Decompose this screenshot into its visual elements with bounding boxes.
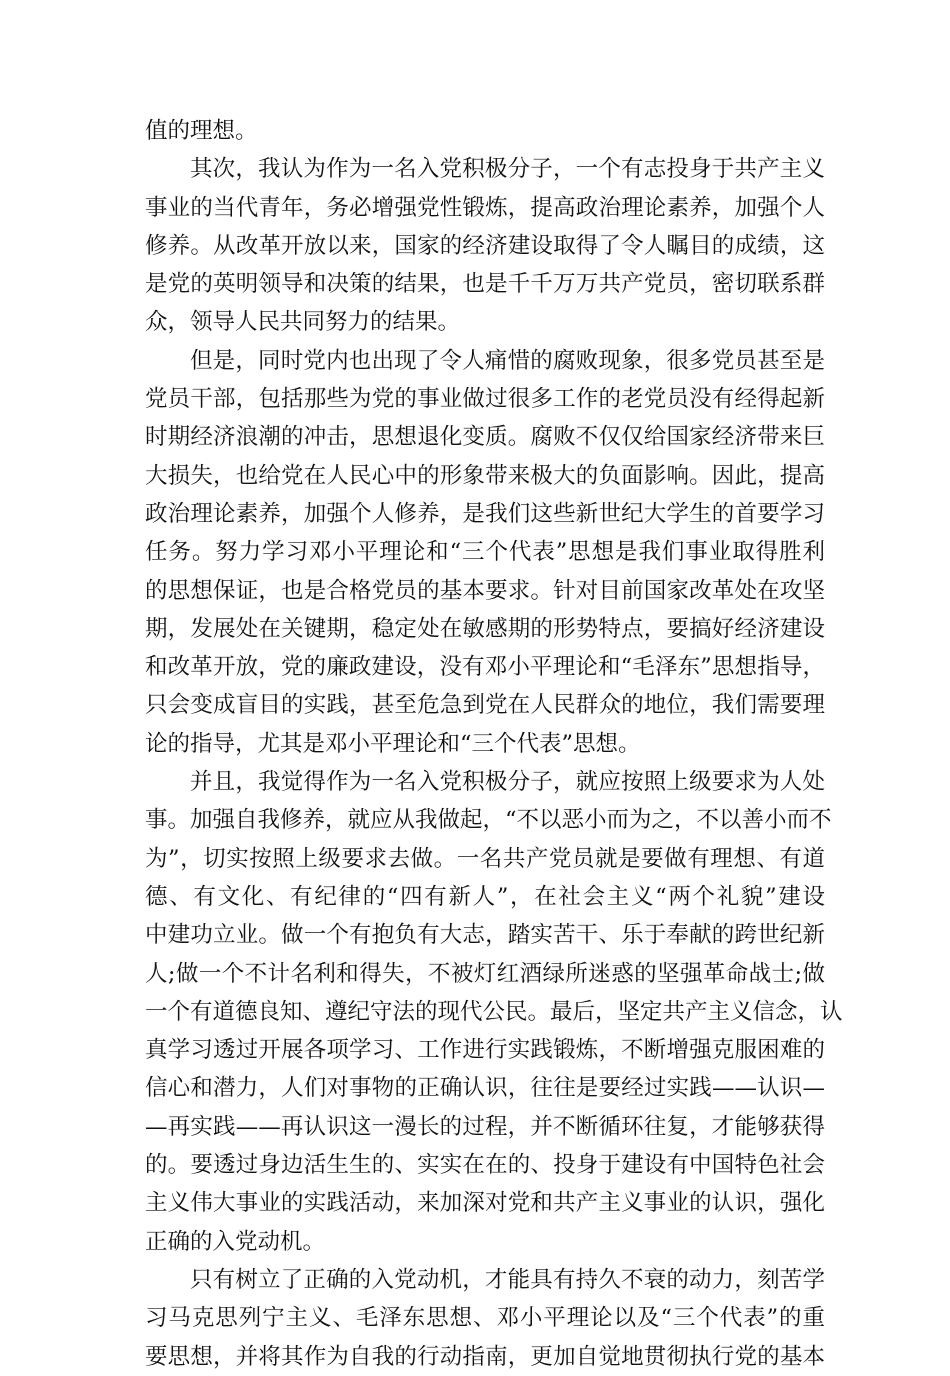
text-line: 德、有文化、有纪律的“四有新人”，在社会主义“两个礼貌”建设 <box>145 883 825 910</box>
text-line: 值的理想。 <box>145 118 258 144</box>
paragraph-first-line: 并且，我觉得作为一名入党积极分子，就应按照上级要求为人处 <box>190 769 825 796</box>
text-line: 正确的入党动机。 <box>145 1228 326 1255</box>
text-line: 论的指导，尤其是邓小平理论和“三个代表”思想。 <box>145 730 641 757</box>
text-line: —再实践——再认识这一漫长的过程，并不断循环往复，才能够获得 <box>145 1113 825 1140</box>
text-line: 是党的英明领导和决策的结果，也是千千万万共产党员，密切联系群 <box>145 271 825 298</box>
text-line: 中建功立业。做一个有抱负有大志，踏实苦干、乐于奉献的跨世纪新 <box>145 922 825 949</box>
text-line: 要思想，并将其作为自我的行动指南，更加自觉地贯彻执行党的基本 <box>145 1343 825 1370</box>
text-line: 主义伟大事业的实践活动，来加深对党和共产主义事业的认识，强化 <box>145 1190 825 1217</box>
text-line: 众，领导人民共同努力的结果。 <box>145 309 461 336</box>
text-line: 期，发展处在关键期，稳定处在敏感期的形势特点，要搞好经济建设 <box>145 615 825 642</box>
text-line: 一个有道德良知、遵纪守法的现代公民。最后，坚定共产主义信念，认 <box>145 998 843 1025</box>
text-line: 政治理论素养，加强个人修养，是我们这些新世纪大学生的首要学习 <box>145 500 825 527</box>
text-line: 大损失，也给党在人民心中的形象带来极大的负面影响。因此，提高 <box>145 462 825 489</box>
text-line: 真学习透过开展各项学习、工作进行实践锻炼，不断增强克服困难的 <box>145 1037 825 1064</box>
paragraph-first-line: 但是，同时党内也出现了令人痛惜的腐败现象，很多党员甚至是 <box>190 347 825 374</box>
paragraph-first-line: 其次，我认为作为一名入党积极分子，一个有志投身于共产主义 <box>190 156 825 183</box>
document-body <box>145 112 843 1376</box>
text-line: 习马克思列宁主义、毛泽东思想、邓小平理论以及“三个代表”的重 <box>145 1305 825 1332</box>
text-line: 只会变成盲目的实践，甚至危急到党在人民群众的地位，我们需要理 <box>145 692 825 719</box>
text-line: 时期经济浪潮的冲击，思想退化变质。腐败不仅仅给国家经济带来巨 <box>145 424 825 451</box>
text-line: 事业的当代青年，务必增强党性锻炼，提高政治理论素养，加强个人 <box>145 194 825 221</box>
text-line: 为”，切实按照上级要求去做。一名共产党员就是要做有理想、有道 <box>145 845 825 872</box>
text-line: 任务。努力学习邓小平理论和“三个代表”思想是我们事业取得胜利 <box>145 539 825 566</box>
text-line: 党员干部，包括那些为党的事业做过很多工作的老党员没有经得起新 <box>145 386 825 413</box>
text-line: 修养。从改革开放以来，国家的经济建设取得了令人瞩目的成绩，这 <box>145 232 825 259</box>
text-line: 信心和潜力，人们对事物的正确认识，往往是要经过实践——认识— <box>145 1075 825 1102</box>
text-line: 的。要透过身边活生生的、实实在在的、投身于建设有中国特色社会 <box>145 1152 825 1179</box>
text-line: 事。加强自我修养，就应从我做起，“不以恶小而为之，不以善小而不 <box>145 807 832 834</box>
text-line: 人;做一个不计名利和得失，不被灯红酒绿所迷惑的坚强革命战士;做 <box>145 960 825 987</box>
paragraph-first-line: 只有树立了正确的入党动机，才能具有持久不衰的动力，刻苦学 <box>190 1266 825 1293</box>
text-line: 的思想保证，也是合格党员的基本要求。针对目前国家改革处在攻坚 <box>145 577 825 604</box>
text-line: 和改革开放，党的廉政建设，没有邓小平理论和“毛泽东”思想指导， <box>145 654 825 681</box>
